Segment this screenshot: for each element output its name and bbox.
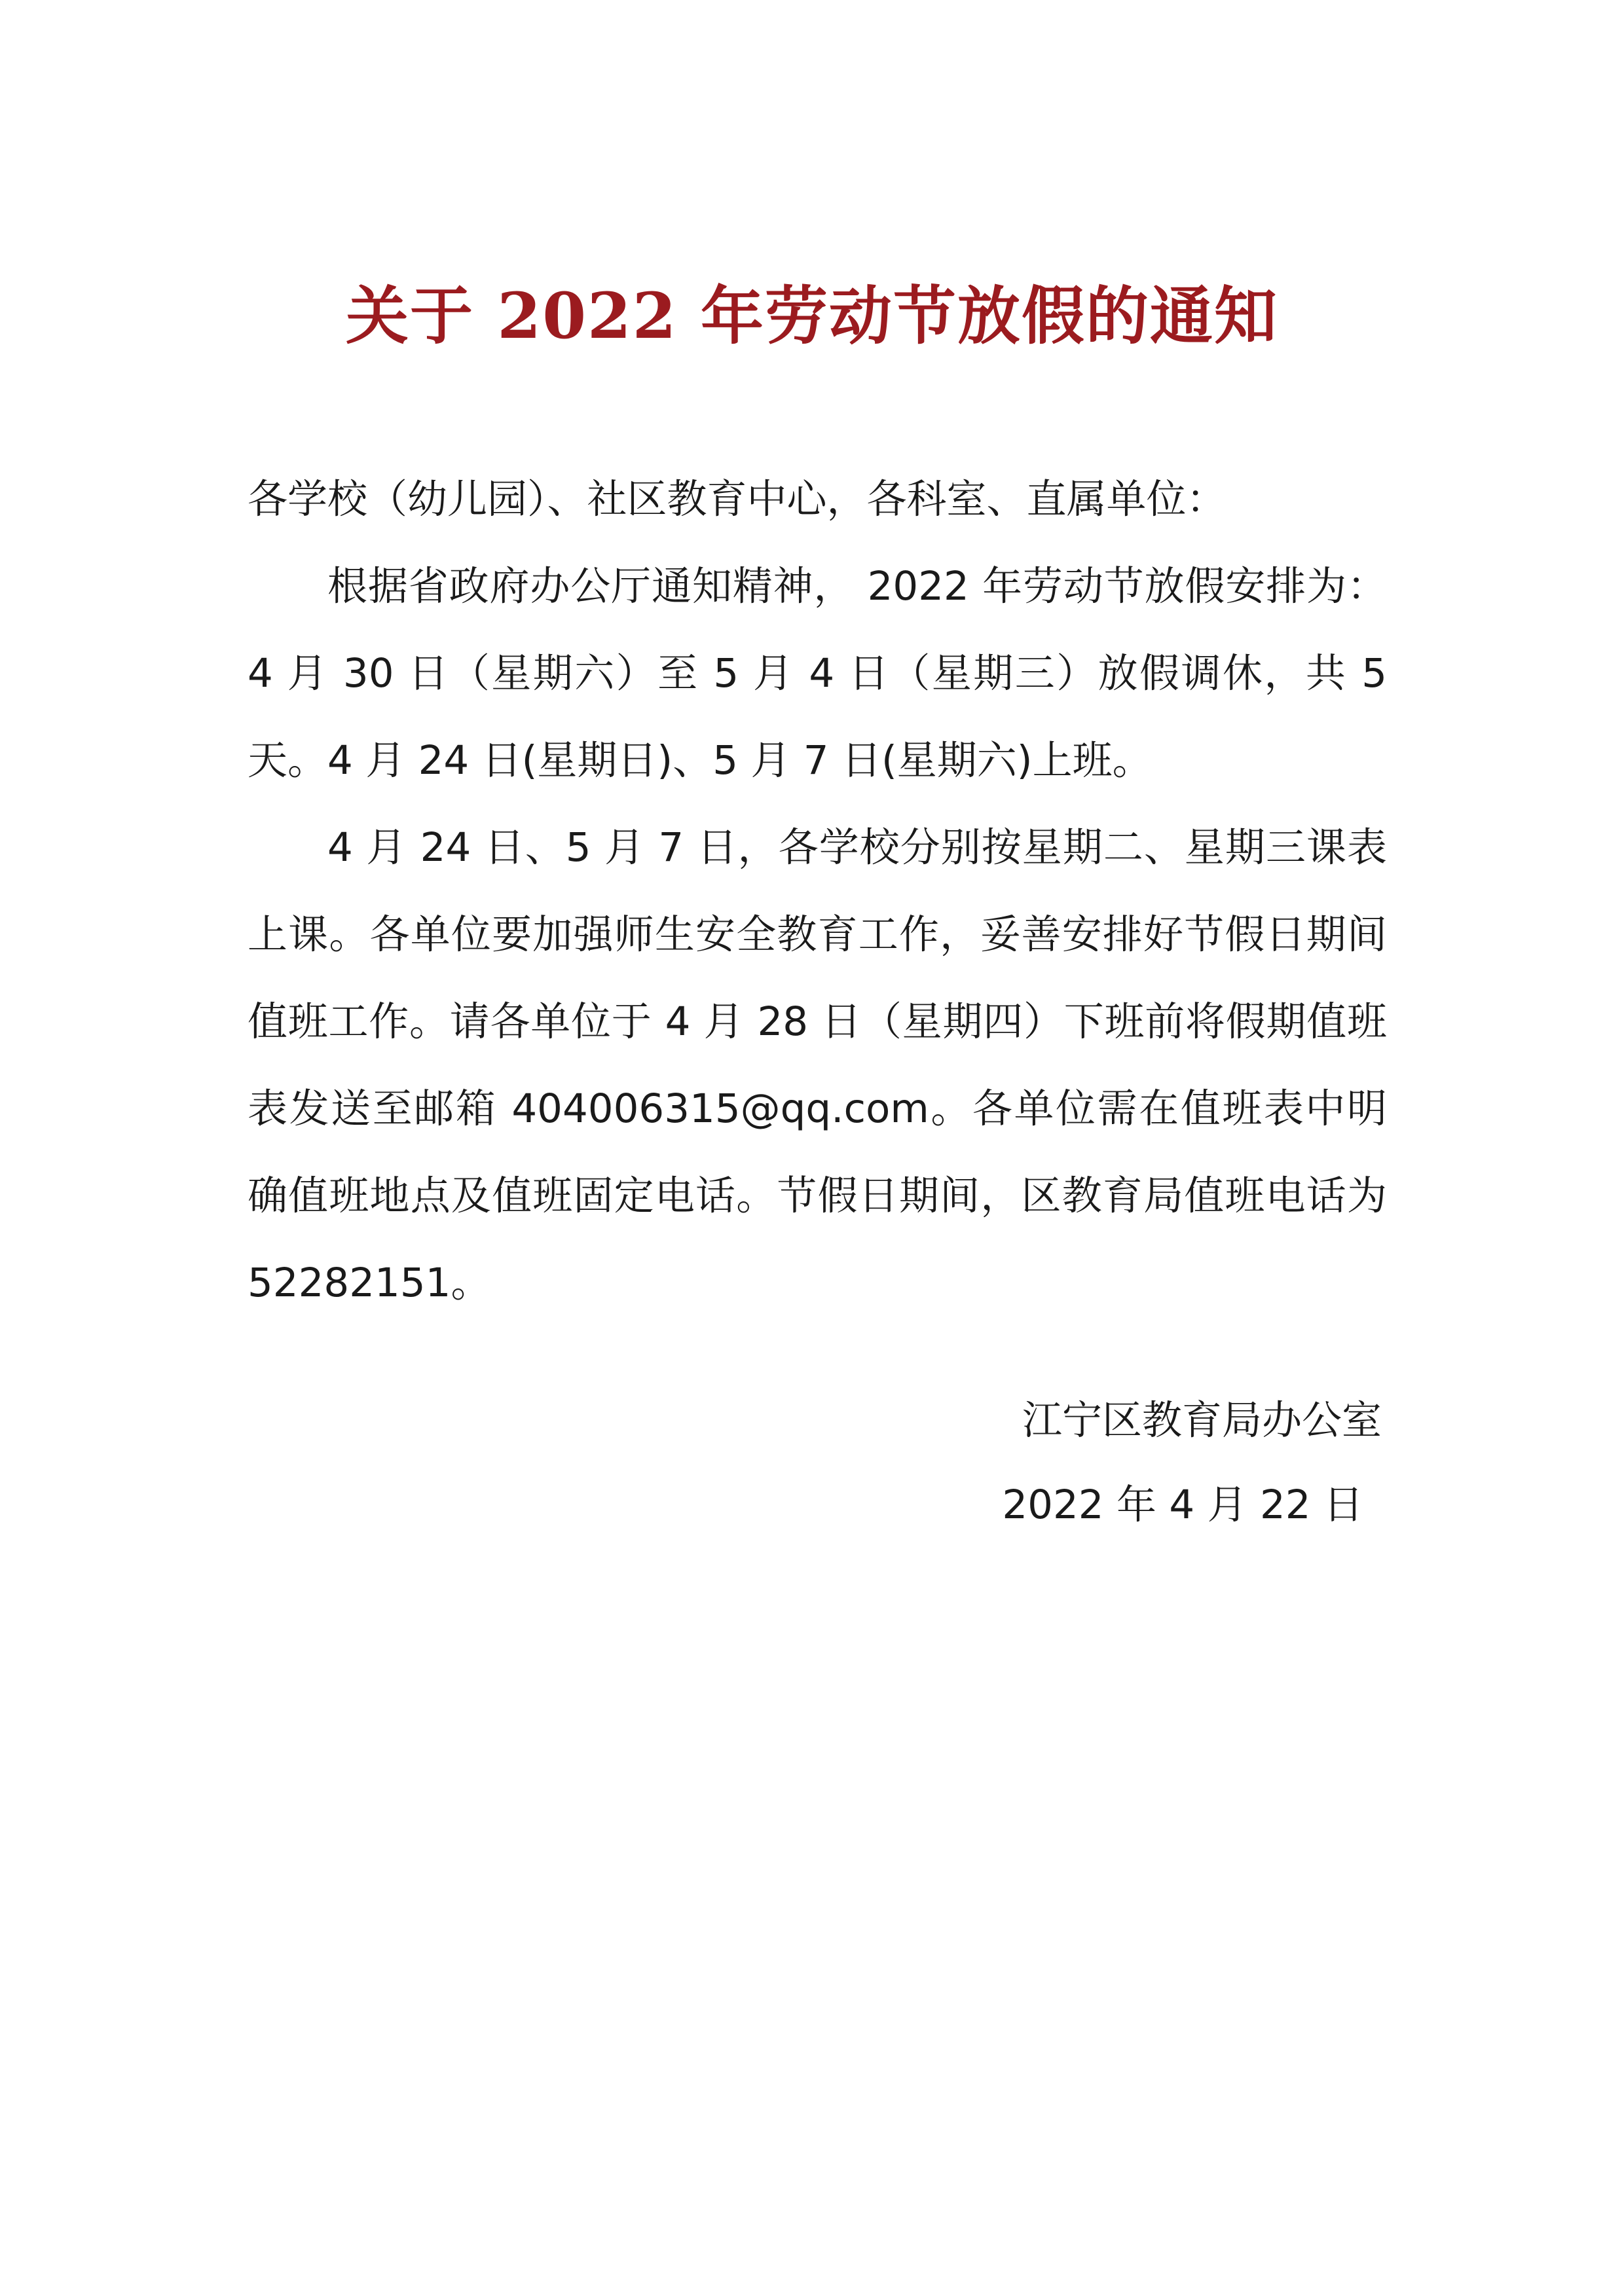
document-body [248, 456, 1387, 1326]
salutation: 各学校（幼儿园）、社区教育中心，各科室、直属单位： [248, 476, 1227, 522]
document-title: 关于 2022 年劳动节放假的通知 [345, 279, 1279, 353]
signature-organization: 江宁区教育局办公室 [1022, 1397, 1382, 1444]
signature-date: 2022 年 4 月 22 日 [1002, 1482, 1363, 1528]
paragraph-holiday-schedule: 根据省政府办公厅通知精神， 2022 年劳动节放假安排为：4 月 30 日（星期六）至 5 月 4 日（星期三）放假调休，共 5 天。4 月 24 日(星期日)、5 月 7 日(星期六)上班。 [248, 563, 1387, 784]
paragraph-duty-arrangement: 4 月 24 日、5 月 7 日，各学校分别按星期二、星期三课表上课。各单位要加强师生安全教育工作，妥善安排好节假日期间值班工作。请各单位于 4 月 28 日（星期四）下班前将假期值班表发送至邮箱 404006315@qq.com。各单位需在值班表中明确值班地点及值班固定电话。节假日期间，区教育局值班电话为 52282151。 [248, 824, 1387, 1306]
